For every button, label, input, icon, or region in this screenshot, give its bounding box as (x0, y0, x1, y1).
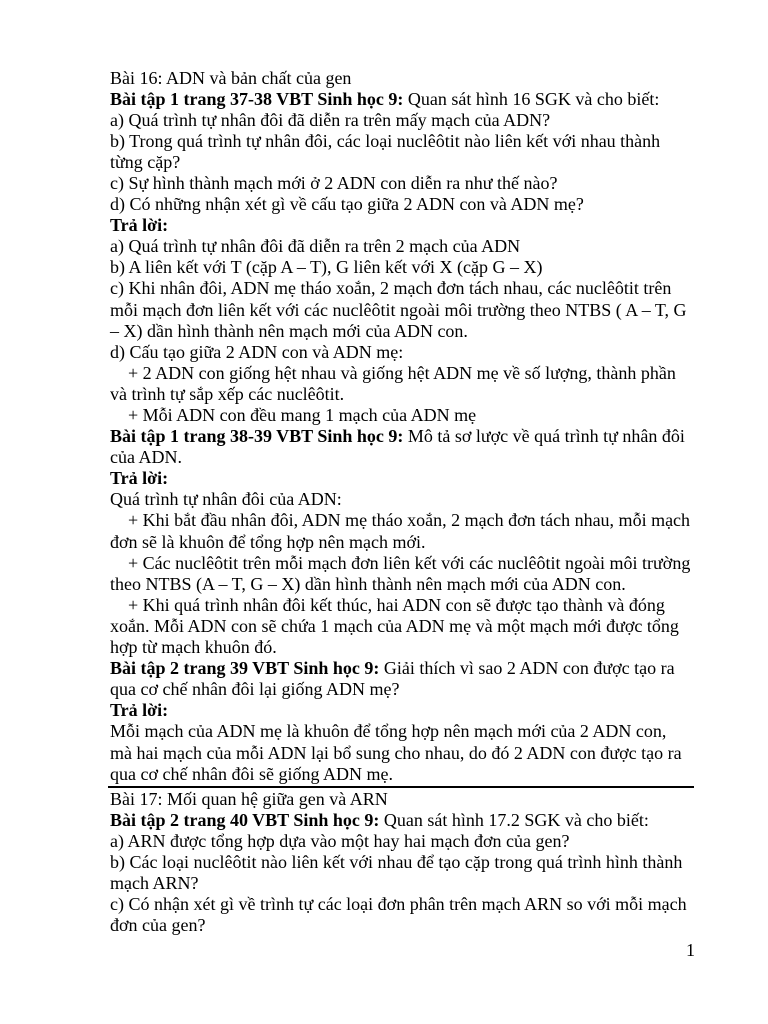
question-line: c) Có nhận xét gì về trình tự các loại đơn phân trên mạch ARN so với mỗi mạch (110, 894, 687, 915)
answer-label-line (110, 215, 710, 236)
answer-label: Trả lời: (110, 215, 169, 236)
answer-line: – X) dần hình thành nên mạch mới của ADN con. (110, 320, 468, 341)
exercise-prompt: Quan sát hình 16 SGK và cho biết: (407, 88, 660, 109)
exercise-heading (110, 426, 710, 447)
exercise-label: Bài tập 2 trang 39 VBT Sinh học 9: (110, 658, 380, 679)
question-line: mạch ARN? (110, 873, 199, 894)
answer-line: mỗi mạch đơn liên kết với các nuclêôtit ngoài môi trường theo NTBS ( A – T, G (110, 299, 687, 320)
answer-line: Quá trình tự nhân đôi của ADN: (110, 489, 342, 510)
question-line: đơn của gen? (110, 915, 206, 936)
answer-bullet-line: + Khi quá trình nhân đôi kết thúc, hai ADN con sẽ được tạo thành và đóng (128, 594, 665, 615)
answer-line: qua cơ chế nhân đôi sẽ giống ADN mẹ. (110, 763, 393, 784)
answer-label: Trả lời: (110, 468, 169, 489)
exercise-prompt: Quan sát hình 17.2 SGK và cho biết: (383, 809, 649, 830)
answer-line: và trình tự sắp xếp các nuclêôtit. (110, 383, 345, 404)
answer-line: b) A liên kết với T (cặp A – T), G liên kết với X (cặp G – X) (110, 257, 543, 278)
exercise-heading (110, 89, 710, 110)
answer-label: Trả lời: (110, 700, 169, 721)
answer-line: a) Quá trình tự nhân đôi đã diễn ra trên 2 mạch của ADN (110, 236, 521, 257)
answer-line: d) Cấu tạo giữa 2 ADN con và ADN mẹ: (110, 341, 404, 362)
question-line: a) ARN được tổng hợp dựa vào một hay hai mạch đơn của gen? (110, 830, 570, 851)
exercise-label: Bài tập 1 trang 38-39 VBT Sinh học 9: (110, 426, 404, 447)
answer-line: Mỗi mạch của ADN mẹ là khuôn để tổng hợp nên mạch mới của 2 ADN con, (110, 721, 667, 742)
question-line: từng cặp? (110, 151, 181, 172)
lesson-title: Bài 16: ADN và bản chất của gen (110, 67, 352, 88)
question-line: d) Có những nhận xét gì về cấu tạo giữa 2 ADN con và ADN mẹ? (110, 194, 584, 215)
answer-bullet-line: + Khi bắt đầu nhân đôi, ADN mẹ tháo xoắn, 2 mạch đơn tách nhau, mỗi mạch (128, 510, 691, 531)
answer-bullet-line: + Mỗi ADN con đều mang 1 mạch của ADN mẹ (128, 405, 477, 425)
lesson-title: Bài 17: Mối quan hệ giữa gen và ARN (110, 788, 388, 809)
exercise-label: Bài tập 1 trang 37-38 VBT Sinh học 9: (110, 88, 404, 109)
answer-line: xoắn. Mỗi ADN con sẽ chứa 1 mạch của ADN mẹ và một mạch mới được tổng (110, 615, 679, 636)
answer-line: theo NTBS (A – T, G – X) dần hình thành nên mạch mới của ADN con. (110, 573, 626, 594)
question-line: a) Quá trình tự nhân đôi đã diễn ra trên mấy mạch của ADN? (110, 109, 551, 130)
exercise-prompt-line: qua cơ chế nhân đôi lại giống ADN mẹ? (110, 679, 400, 700)
exercise-prompt: Giải thích vì sao 2 ADN con được tạo ra (383, 658, 675, 679)
answer-line: hợp từ mạch khuôn đó. (110, 637, 277, 658)
answer-line: đơn sẽ là khuôn để tổng hợp nên mạch mới. (110, 531, 426, 552)
answer-bullet-line: + 2 ADN con giống hệt nhau và giống hệt ADN mẹ về số lượng, thành phần (128, 362, 676, 383)
question-line: b) Các loại nuclêôtit nào liên kết với nhau để tạo cặp trong quá trình hình thành (110, 852, 683, 873)
answer-label-line (110, 700, 710, 721)
question-line: c) Sự hình thành mạch mới ở 2 ADN con diễn ra như thế nào? (110, 172, 558, 193)
page-number: 1 (686, 939, 695, 960)
answer-bullet-line: + Các nuclêôtit trên mỗi mạch đơn liên kết với các nuclêôtit ngoài môi trường (128, 552, 691, 573)
exercise-label: Bài tập 2 trang 40 VBT Sinh học 9: (110, 809, 380, 830)
section-divider (108, 786, 694, 788)
exercise-heading (110, 810, 710, 831)
document-body (110, 68, 710, 937)
exercise-prompt-line: của ADN. (110, 447, 182, 468)
question-line: b) Trong quá trình tự nhân đôi, các loại nuclêôtit nào liên kết với nhau thành (110, 130, 661, 151)
answer-line: c) Khi nhân đôi, ADN mẹ tháo xoắn, 2 mạch đơn tách nhau, các nuclêôtit trên (110, 278, 672, 299)
exercise-prompt: Mô tả sơ lược về quá trình tự nhân đôi (407, 426, 685, 447)
answer-label-line (110, 468, 710, 489)
answer-line: mà hai mạch của mỗi ADN lại bổ sung cho nhau, do đó 2 ADN con được tạo ra (110, 742, 682, 763)
exercise-heading (110, 658, 710, 679)
